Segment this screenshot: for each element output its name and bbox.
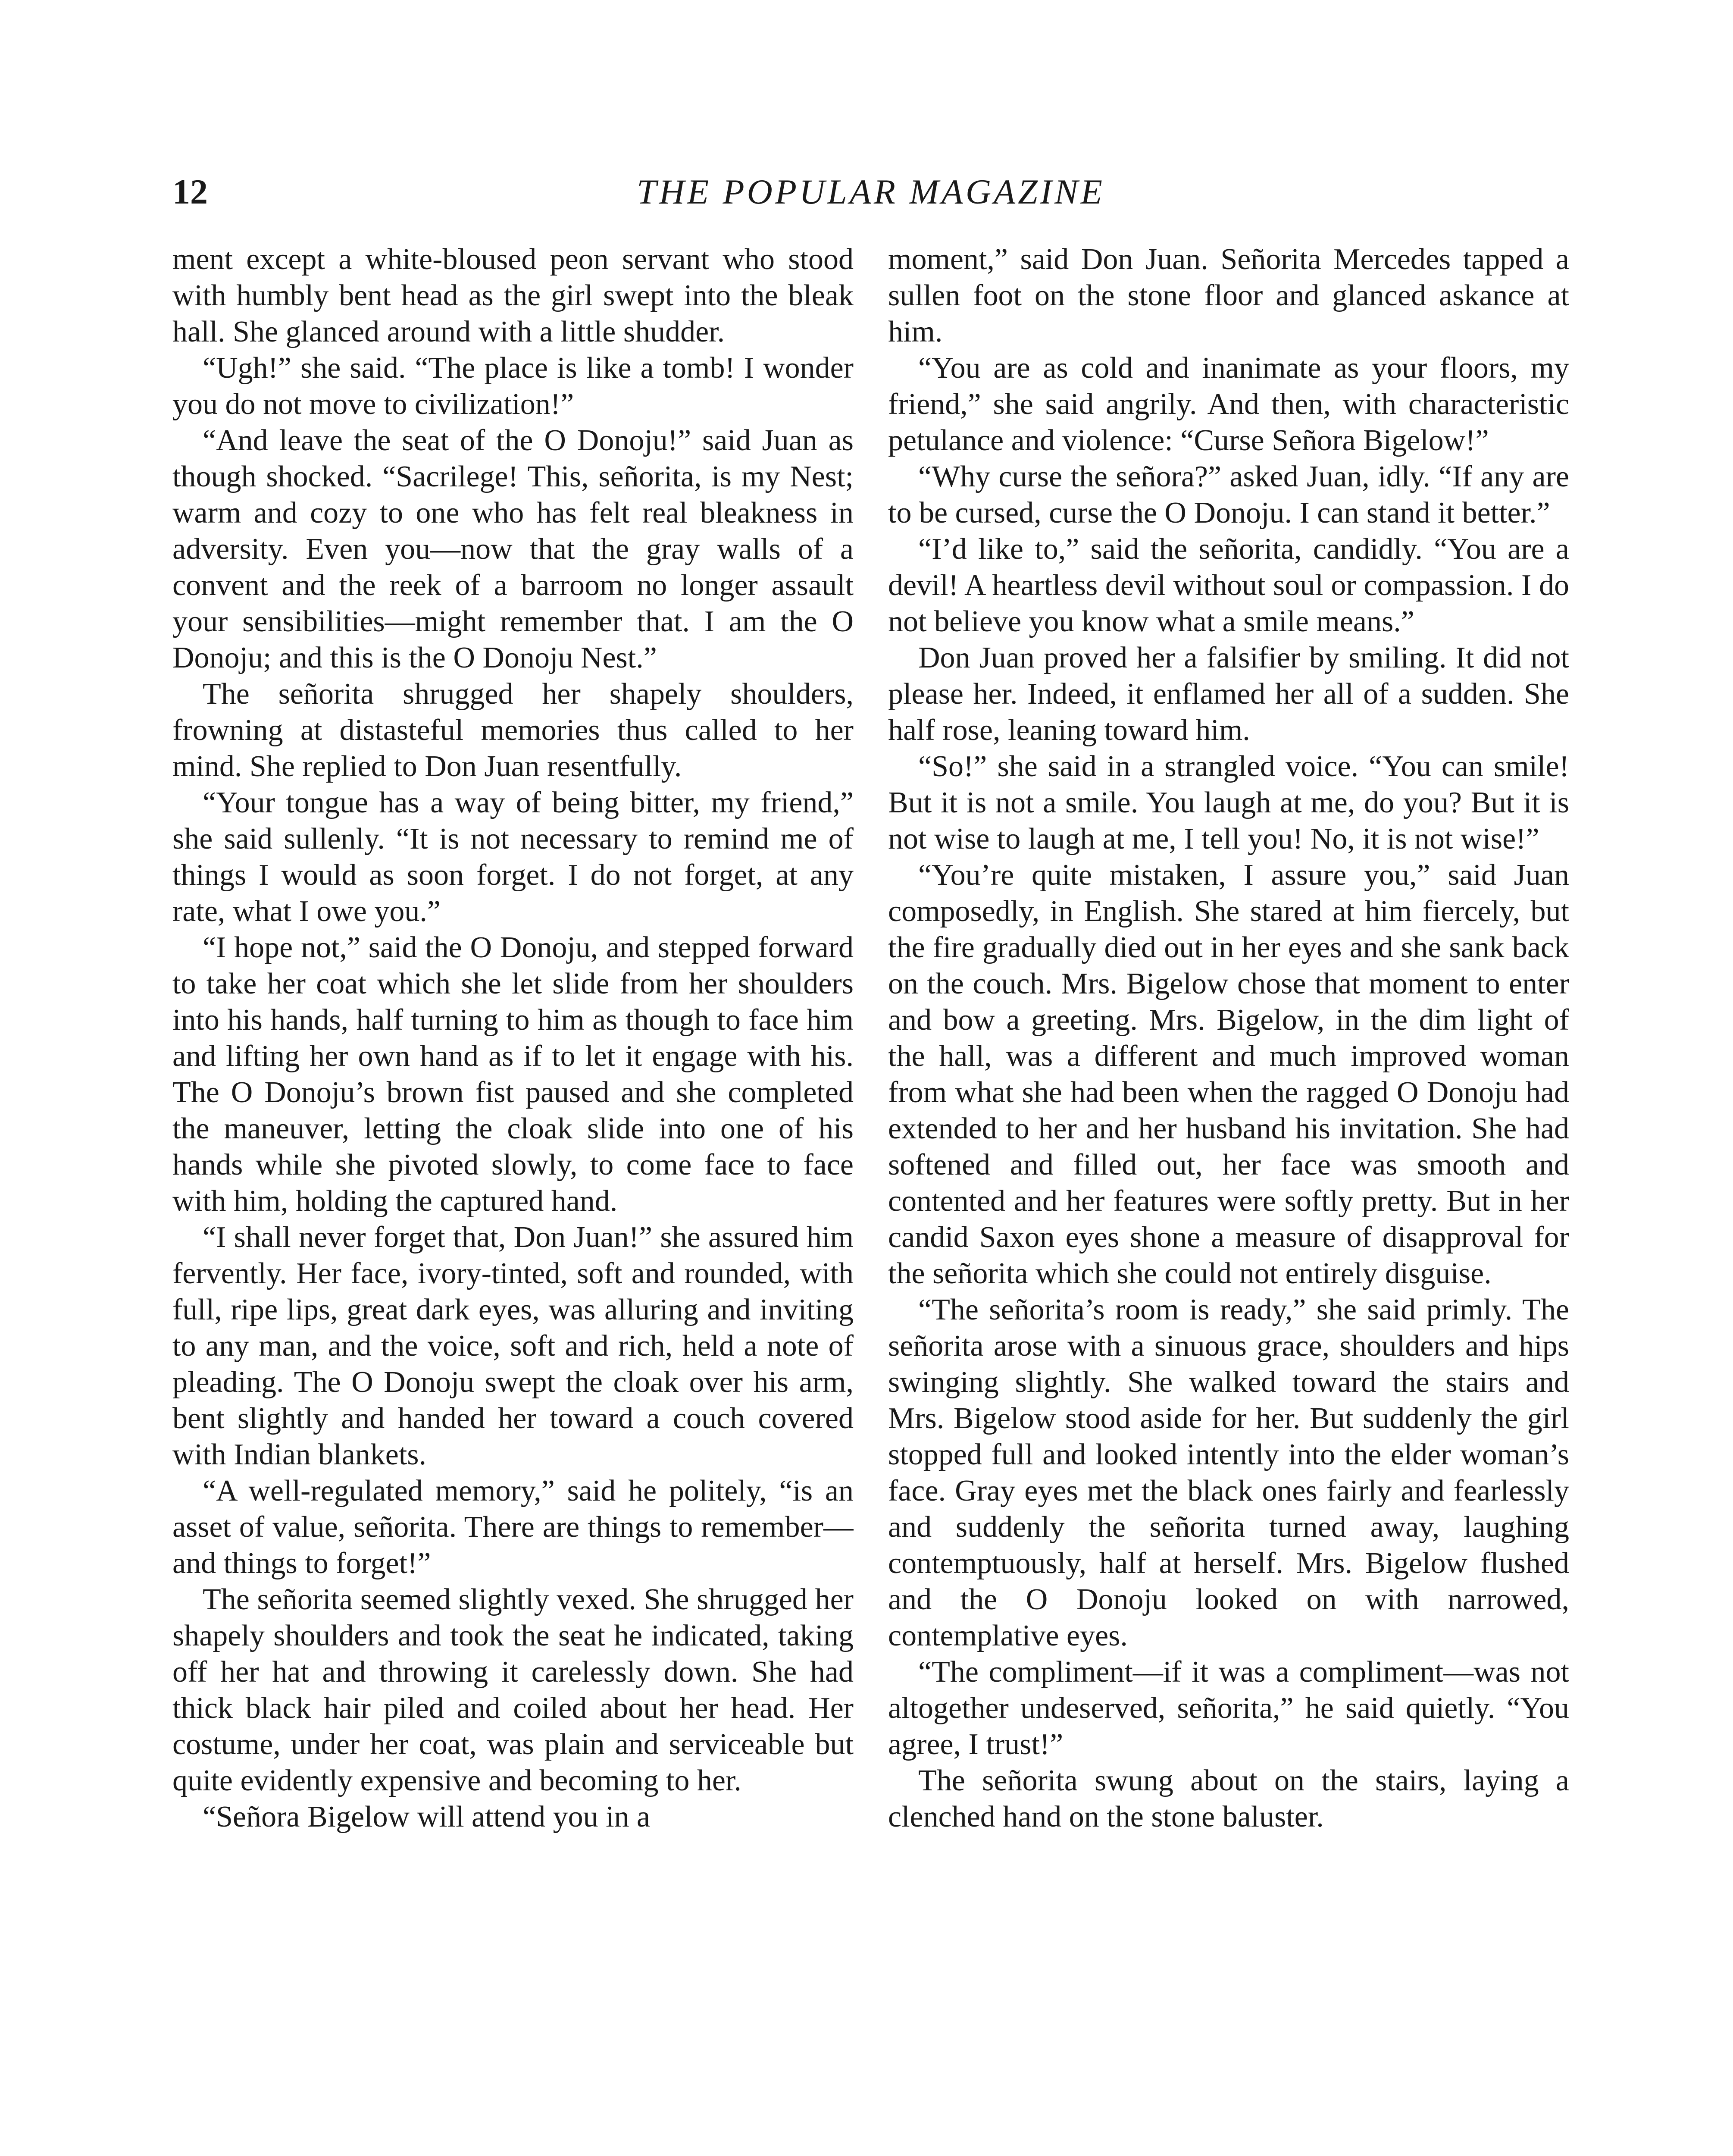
running-header [172,168,1569,216]
article-body [172,241,1569,2156]
paragraph: The señorita shrugged her shapely shoulders, frowning at distasteful memories thus called to her mind. She replied to Don Juan resentfully. [172,677,854,783]
right-column [888,241,1569,2156]
paragraph: “You are as cold and inanimate as your floors, my friend,” she said angrily. And then, with characteristic petulance and violence: “Curse Señora Bigelow!” [888,351,1569,457]
paragraph: The señorita seemed slightly vexed. She shrugged her shapely shoulders and took the seat he indicated, taking off her hat and throwing it carelessly down. She had thick black hair piled and coiled about her head. Her costume, under her coat, was plain and serviceable but quite evidently expensive and becoming to her. [172,1583,854,1797]
left-column [172,241,854,2156]
magazine-title: THE POPULAR MAGAZINE [637,172,1105,211]
paragraph: “And leave the seat of the O Donoju!” said Juan as though shocked. “Sacrilege! This, señorita, is my Nest; warm and cozy to one who has felt real bleakness in adversity. Even you—now that the gray walls of a convent and the reek of a barroom no longer assault your sensibilities—might remember that. I am the O Donoju; and this is the O Donoju Nest.” [172,424,854,674]
paragraph: Don Juan proved her a falsifier by smiling. It did not please her. Indeed, it enflamed her all of a sudden. She half rose, leaning toward him. [888,641,1569,747]
paragraph: “I shall never forget that, Don Juan!” she assured him fervently. Her face, ivory-tinted, soft and rounded, with full, ripe lips, great dark eyes, was alluring and inviting to any man, and the voice, soft and rich, held a note of pleading. The O Donoju swept the cloak over his arm, bent slightly and handed her toward a couch covered with Indian blankets. [172,1221,854,1471]
paragraph: “So!” she said in a strangled voice. “You can smile! But it is not a smile. You laugh at me, do you? But it is not wise to laugh at me, I tell you! No, it is not wise!” [888,750,1569,856]
paragraph: “Why curse the señora?” asked Juan, idly. “If any are to be cursed, curse the O Donoju. I can stand it better.” [888,460,1569,530]
paragraph: “I hope not,” said the O Donoju, and stepped forward to take her coat which she let slide from her shoulders into his hands, half turning to him as though to face him and lifting her own hand as if to let it engage with his. The O Donoju’s brown fist paused and she completed the maneuver, letting the cloak slide into one of his hands while she pivoted slowly, to come face to face with him, holding the captured hand. [172,931,854,1218]
paragraph: “I’d like to,” said the señorita, candidly. “You are a devil! A heartless devil without soul or compassion. I do not believe you know what a smile means.” [888,533,1569,638]
page-number: 12 [172,172,208,211]
paragraph: “You’re quite mistaken, I assure you,” said Juan composedly, in English. She stared at him fiercely, but the fire gradually died out in her eyes and she sank back on the couch. Mrs. Bigelow chose that moment to enter and bow a greeting. Mrs. Bigelow, in the dim light of the hall, was a different and much improved woman from what she had been when the ragged O Donoju had extended to her and her husband his invitation. She had softened and filled out, her face was smooth and contented and her features were softly pretty. But in her candid Saxon eyes shone a measure of disapproval for the señorita which she could not entirely disguise. [888,859,1569,1290]
paragraph: “The señorita’s room is ready,” she said primly. The señorita arose with a sinuous grace, shoulders and hips swinging slightly. She walked toward the stairs and Mrs. Bigelow stood aside for her. But suddenly the girl stopped full and looked intently into the elder woman’s face. Gray eyes met the black ones fairly and fearlessly and suddenly the señorita turned away, laughing contemptuously, half at herself. Mrs. Bigelow flushed and the O Donoju looked on with narrowed, contemplative eyes. [888,1293,1569,1652]
paragraph: “A well-regulated memory,” said he politely, “is an asset of value, señorita. There are things to remember—and things to forget!” [172,1474,854,1580]
paragraph: moment,” said Don Juan. Señorita Mercedes tapped a sullen foot on the stone floor and glanced askance at him. [888,243,1569,348]
paragraph: The señorita swung about on the stairs, laying a clenched hand on the stone baluster. [888,1764,1569,1833]
paragraph: “Your tongue has a way of being bitter, my friend,” she said sullenly. “It is not necessary to remind me of things I would as soon forget. I do not forget, at any rate, what I owe you.” [172,786,854,928]
paragraph: “The compliment—if it was a compliment—was not altogether undeserved, señorita,” he said quietly. “You agree, I trust!” [888,1655,1569,1761]
paragraph: “Señora Bigelow will attend you in a [203,1800,651,1833]
paragraph: ment except a white-bloused peon servant who stood with humbly bent head as the girl swept into the bleak hall. She glanced around with a little shudder. [172,243,854,348]
paragraph: “Ugh!” she said. “The place is like a tomb! I wonder you do not move to civilization!” [172,351,854,421]
